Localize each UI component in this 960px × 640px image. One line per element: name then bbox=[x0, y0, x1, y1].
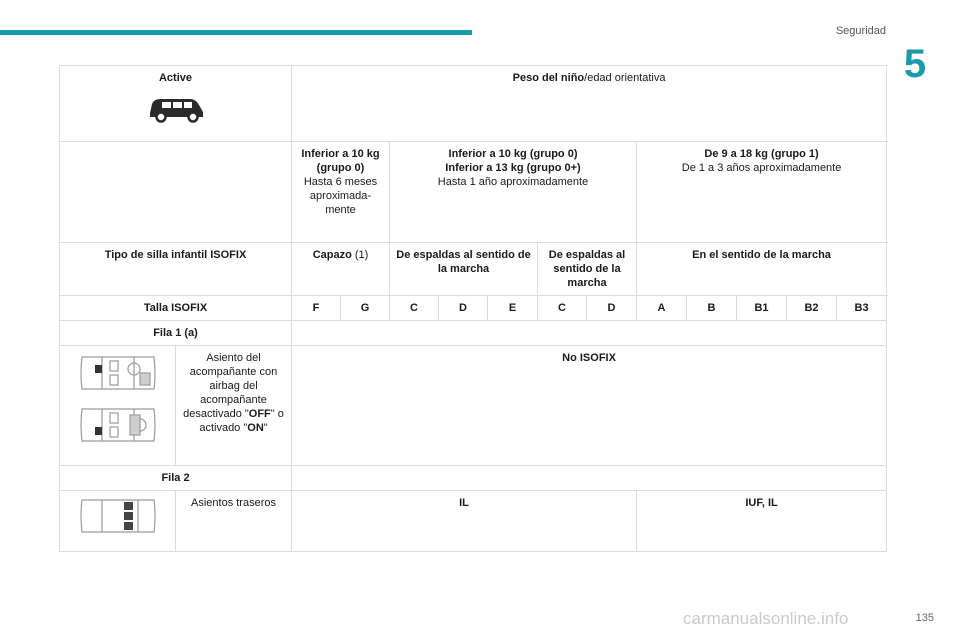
size-cell: D bbox=[439, 296, 488, 321]
section-title: Seguridad bbox=[835, 25, 886, 37]
group-0plus-title-2: Inferior a 13 kg (grupo 0+) bbox=[445, 162, 581, 174]
size-cell: B bbox=[687, 296, 737, 321]
row-2-seat bbox=[60, 491, 887, 552]
van-icon bbox=[63, 93, 288, 127]
watermark: carmanualsonline.info bbox=[683, 609, 849, 628]
size-cell: C bbox=[390, 296, 439, 321]
capazo-cell bbox=[292, 243, 390, 296]
row-2-value-b: IUF, IL bbox=[637, 491, 887, 552]
rear-seat-diagram-icon bbox=[60, 491, 176, 552]
active-label: Active bbox=[158, 72, 193, 84]
row-2-seat-description: Asientos traseros bbox=[176, 491, 292, 552]
isofix-table bbox=[59, 65, 887, 552]
row-1-seat-text: Asiento del acompañante con airbag del acompañante desactivado " bbox=[183, 352, 278, 420]
forward-facing: En el sentido de la marcha bbox=[637, 243, 887, 296]
capazo-note: (1) bbox=[351, 249, 369, 261]
group-0plus-title: Inferior a 10 kg (grupo 0) bbox=[448, 148, 578, 160]
row-2-header bbox=[60, 466, 887, 491]
group-1-title: De 9 a 18 kg (grupo 1) bbox=[704, 148, 819, 160]
size-cell: B1 bbox=[737, 296, 787, 321]
group-0-cell bbox=[292, 142, 390, 243]
row-1-seat-text-mid: " o activado " bbox=[199, 408, 284, 434]
active-cell bbox=[60, 66, 292, 142]
size-cell: A bbox=[637, 296, 687, 321]
isofix-size-row bbox=[60, 296, 887, 321]
size-cell: B2 bbox=[787, 296, 837, 321]
off-label: OFF bbox=[248, 408, 271, 420]
size-label: Talla ISOFIX bbox=[60, 296, 292, 321]
row-1-label: Fila 1 (a) bbox=[60, 321, 292, 346]
header-accent-bar bbox=[0, 30, 472, 35]
size-cell: B3 bbox=[837, 296, 887, 321]
row-2-value-a: IL bbox=[292, 491, 637, 552]
front-seat-diagram-icon bbox=[60, 346, 176, 466]
group-0-title: Inferior a 10 kg (grupo 0) bbox=[301, 148, 380, 174]
row-1-seat-description bbox=[176, 346, 292, 466]
size-cell: G bbox=[341, 296, 390, 321]
size-cell: E bbox=[488, 296, 538, 321]
empty-cell bbox=[60, 142, 292, 243]
row-2-label: Fila 2 bbox=[60, 466, 292, 491]
size-cell: F bbox=[292, 296, 341, 321]
row-1-seat-text-post: " bbox=[263, 422, 268, 434]
seat-type-label: Tipo de silla infantil ISOFIX bbox=[60, 243, 292, 296]
weight-title-cell bbox=[292, 66, 887, 142]
group-1-cell bbox=[637, 142, 887, 243]
group-0plus-cell bbox=[390, 142, 637, 243]
weight-groups-row bbox=[60, 142, 887, 243]
empty-cell bbox=[292, 321, 887, 346]
group-0plus-age: Hasta 1 año aproximadamente bbox=[437, 176, 589, 188]
row-1-header bbox=[60, 321, 887, 346]
empty-cell bbox=[292, 466, 887, 491]
rear-facing-2: De espaldas al sentido de la marcha bbox=[538, 243, 637, 296]
on-label: ON bbox=[247, 422, 264, 434]
group-1-age: De 1 a 3 años aproximadamente bbox=[681, 162, 842, 174]
chapter-number: 5 bbox=[903, 42, 927, 86]
table-header-row bbox=[60, 66, 887, 142]
seat-type-row bbox=[60, 243, 887, 296]
group-0-age: Hasta 6 meses aproximada-mente bbox=[303, 176, 378, 216]
rear-facing-1: De espaldas al sentido de la marcha bbox=[390, 243, 538, 296]
page-number: 135 bbox=[915, 612, 934, 624]
weight-title-bold: Peso del niño bbox=[512, 72, 585, 84]
size-cell: D bbox=[587, 296, 637, 321]
row-1-seat bbox=[60, 346, 887, 466]
row-1-value: No ISOFIX bbox=[292, 346, 887, 466]
capazo-label: Capazo bbox=[312, 249, 352, 261]
size-cell: C bbox=[538, 296, 587, 321]
weight-title-rest: /edad orientativa bbox=[584, 72, 666, 84]
